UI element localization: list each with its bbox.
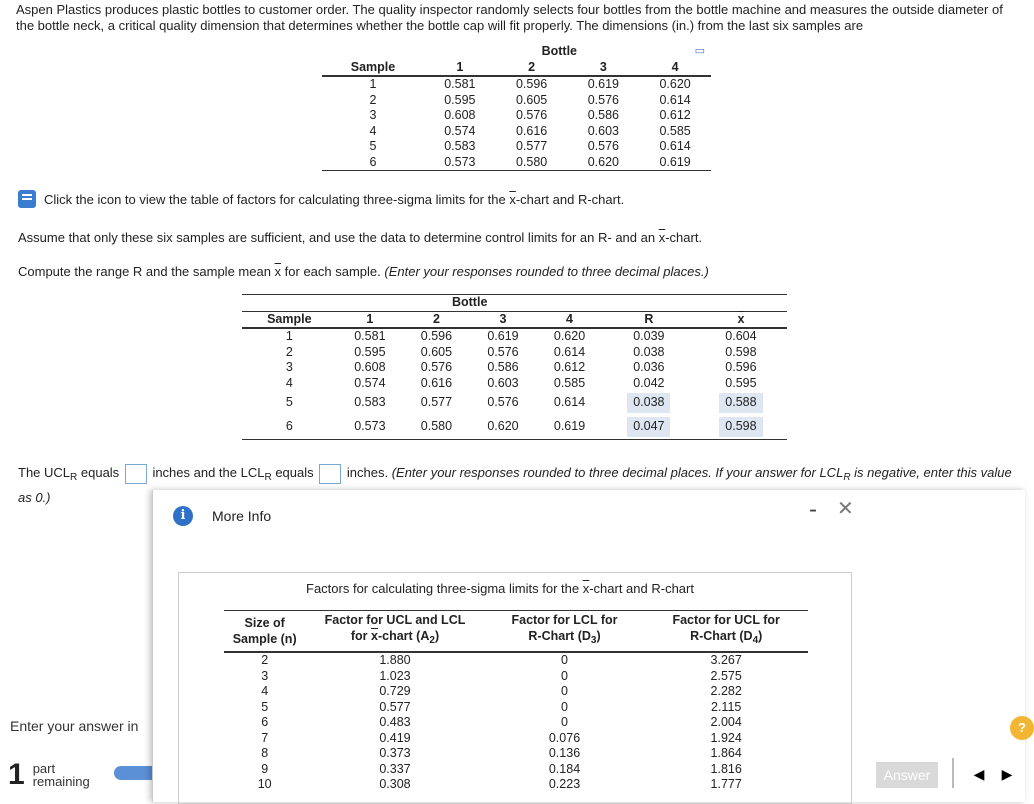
- table-cell: 0.581: [354, 329, 386, 343]
- table-cell: 0.585: [553, 375, 586, 390]
- table-cell: 0.614: [659, 92, 691, 107]
- table-cell: 0.373: [379, 746, 411, 760]
- table-cell: 0.620: [487, 419, 519, 434]
- help-button[interactable]: ?: [1010, 716, 1034, 740]
- table-row: [224, 731, 808, 747]
- table-cell: 0.605: [515, 92, 548, 107]
- book-icon[interactable]: [18, 190, 36, 208]
- table-cell: 5: [369, 139, 377, 153]
- table-cell: 0.076: [548, 730, 581, 745]
- problem-intro: Aspen Plastics produces plastic bottles to customer order. The quality inspector randomly selects four bottles from the bottle machine and measures the outside diameter of the bottle neck, a critical quality dimension that determines whether the bottle cap will fit properly. The dimensions (in.) from the last six samples are: [16, 2, 1003, 33]
- table-cell: 0.616: [420, 375, 453, 390]
- check-answer-button[interactable]: Answer: [876, 762, 938, 788]
- table-cell: 2.282: [710, 684, 742, 698]
- table-cell: 0.604: [725, 329, 757, 343]
- table-cell: 7: [261, 730, 269, 745]
- table-cell: 4: [285, 375, 293, 390]
- table-cell: 2.004: [710, 715, 742, 729]
- table-cell: 0.585: [659, 123, 691, 138]
- table-cell: 4: [369, 123, 377, 138]
- table-cell: 0.576: [487, 344, 519, 359]
- factor-table: Size of Sample (n) Factor for UCL and LCL for $\overline{x}$-chart $(A_2)$ Factor for LCL for R-Chart $(D_3)$ Factor for UCL for R-Chart $(D_4)$ 2 1.880 0 3.267 3 1.023 0 2.575 4 0.729 0 2.282 5 0.577 0 2.115 6 0.483 0 2.004 7 0.419 0.076 1.924 8 0.373 0.136 1.864 9 0.337 0.184 1.816 10 0.308 0.223 1.777: [224, 610, 808, 793]
- t1-header-2: 1: [456, 59, 464, 74]
- table-cell: 0.576: [515, 108, 548, 122]
- factor-table-caption: Factors for calculating three-sigma limits for the $\overline{x}$-chart and R-chart: [306, 581, 694, 596]
- table-cell: 0.573: [354, 419, 386, 434]
- table-cell: 0.042: [633, 375, 665, 390]
- table-row: [224, 669, 808, 685]
- table-cell: 0.583: [444, 139, 476, 153]
- info-icon: i: [173, 506, 193, 526]
- t1-header-1: Sample: [350, 59, 396, 74]
- table-row: [224, 684, 808, 700]
- table-cell: 2.575: [710, 668, 742, 683]
- table-row: [322, 139, 711, 155]
- t2-header-7: $\overline{x}$: [737, 311, 745, 326]
- table-cell: 4: [261, 684, 269, 698]
- table-row: [242, 360, 787, 376]
- range-answer-field[interactable]: 0.038: [627, 393, 670, 413]
- table-cell: 0.038: [633, 344, 665, 359]
- table-cell: 1.864: [710, 746, 742, 760]
- table-cell: 0: [561, 668, 568, 683]
- table-cell: 1.924: [710, 730, 742, 745]
- table-cell: 3: [369, 108, 377, 122]
- table-row: [224, 700, 808, 716]
- table-row: [242, 391, 787, 415]
- table-row: [322, 76, 711, 93]
- table-cell: 0.729: [379, 684, 411, 698]
- table-cell: 0.603: [487, 375, 519, 390]
- table-cell: 0.580: [515, 154, 548, 169]
- table-cell: 0.586: [587, 108, 619, 122]
- table-cell: 1.023: [379, 668, 411, 683]
- t2-header-3: 2: [432, 311, 440, 326]
- table-row: [224, 777, 808, 793]
- table-cell: 2.115: [711, 699, 742, 714]
- t2-header-1: Sample: [267, 311, 312, 326]
- table-cell: 0.612: [553, 360, 586, 374]
- lcl-r-input[interactable]: [319, 464, 341, 484]
- table-cell: 0.614: [659, 139, 691, 153]
- table-cell: [603, 415, 695, 440]
- table-cell: 0.223: [548, 777, 581, 791]
- table-cell: 0.598: [725, 344, 757, 359]
- dialog-title: More Info: [212, 508, 272, 524]
- table-cell: 0.614: [553, 395, 586, 410]
- table-cell: 2: [369, 92, 377, 107]
- table-cell: 0: [561, 653, 568, 667]
- table-cell: 0.595: [444, 92, 476, 107]
- table-cell: 0.419: [379, 730, 411, 745]
- table-row: [242, 345, 787, 361]
- ucl-r-input[interactable]: [125, 464, 147, 484]
- table-cell: 1.880: [379, 653, 411, 667]
- t1-header-5: 4: [671, 59, 679, 74]
- minimize-button[interactable]: -: [809, 496, 817, 523]
- close-button[interactable]: ✕: [837, 498, 854, 520]
- table-cell: 0.483: [379, 715, 411, 729]
- table-cell: 0.586: [487, 360, 519, 374]
- table-cell: [695, 415, 787, 440]
- t2-header-6: R: [644, 311, 654, 326]
- nav-divider: [952, 758, 954, 788]
- table-cell: 8: [261, 746, 269, 760]
- table-cell: [603, 391, 695, 415]
- table-cell: 0.136: [548, 746, 581, 760]
- table-row: [242, 415, 787, 440]
- t2-header-4: 3: [499, 311, 507, 326]
- table-cell: 0.576: [587, 92, 619, 107]
- control-limit-question: The $UCL_R$ equals inches and the $LCL_R$ equals inches. (Enter your responses rounded to three decimal places. If your answer for $LCL_R$ is negative, enter this value as 0.): [18, 465, 1012, 505]
- table-cell: 0.595: [725, 375, 757, 390]
- table-cell: 0.581: [444, 77, 476, 91]
- t2-header-2: 1: [366, 311, 374, 326]
- table-cell: 9: [261, 761, 269, 776]
- table-row: [242, 376, 787, 392]
- mean-answer-field[interactable]: 0.598: [719, 417, 762, 437]
- table-cell: 3.267: [710, 653, 742, 667]
- range-mean-table: [242, 294, 787, 440]
- table-row: [224, 746, 808, 762]
- table-cell: 1: [285, 329, 293, 343]
- table-cell: 0.576: [420, 360, 453, 374]
- table-row: [322, 108, 711, 124]
- table-cell: 0.596: [515, 77, 548, 91]
- table-cell: 0.576: [587, 139, 619, 153]
- table-cell: 0.614: [553, 344, 586, 359]
- table-cell: 0.576: [487, 395, 519, 410]
- table-cell: 0.608: [354, 360, 386, 374]
- instruction-paragraph-2: Compute the range R and the sample mean $\overline{x}$ for each sample. (Enter your responses rounded to three decimal places.): [18, 264, 709, 279]
- mean-answer-field[interactable]: 0.588: [719, 393, 762, 413]
- table-cell: 0.619: [487, 329, 519, 343]
- table-cell: 0.583: [354, 395, 386, 410]
- table-cell: 6: [369, 154, 377, 169]
- table-cell: 2: [285, 344, 293, 359]
- table-cell: 0.036: [633, 360, 665, 374]
- bottle-data-table: [322, 44, 711, 171]
- table-cell: 3: [261, 668, 269, 683]
- table-cell: 0.619: [587, 77, 619, 91]
- parts-remaining: 1 part remaining: [8, 758, 90, 791]
- t1-header-3: 2: [528, 59, 536, 74]
- table-cell: 1: [369, 77, 377, 91]
- table-cell: 0.605: [420, 344, 453, 359]
- table-cell: 0.577: [515, 139, 548, 153]
- t1-header-4: 3: [599, 59, 607, 74]
- table-cell: 0: [561, 684, 568, 698]
- next-arrow-icon[interactable]: ▶: [1001, 766, 1013, 782]
- table-cell: 1.816: [710, 761, 742, 776]
- table-cell: 0.619: [553, 419, 586, 434]
- table-row: [224, 762, 808, 778]
- table-cell: 0: [561, 699, 568, 714]
- table-cell: 0.603: [587, 123, 619, 138]
- enter-answer-text: Enter your answer in: [10, 718, 139, 734]
- table-cell: 0.608: [444, 108, 476, 122]
- table-cell: 0.596: [725, 360, 757, 374]
- table-cell: 0.337: [379, 761, 411, 776]
- table-cell: 0.595: [354, 344, 386, 359]
- table-cell: 2: [261, 653, 269, 667]
- table-cell: 10: [257, 777, 272, 791]
- table-row: [322, 155, 711, 171]
- table-cell: 5: [261, 699, 269, 714]
- table-cell: 0.308: [379, 777, 411, 791]
- table-cell: 6: [285, 419, 293, 434]
- table-cell: 0.577: [379, 699, 411, 714]
- previous-arrow-icon[interactable]: ◀: [973, 766, 985, 782]
- table-cell: 0.612: [659, 108, 691, 122]
- table-cell: 0.574: [354, 375, 386, 390]
- table-row: [242, 328, 787, 345]
- table-cell: 0.596: [420, 329, 453, 343]
- table-cell: 0.620: [659, 77, 691, 91]
- table-cell: 1.777: [710, 777, 742, 791]
- range-answer-field[interactable]: 0.047: [627, 417, 670, 437]
- table-cell: 3: [285, 360, 293, 374]
- table-row: [322, 93, 711, 109]
- table-cell: 0.039: [633, 329, 665, 343]
- table-row: [224, 715, 808, 731]
- bottle-caption: Bottle ▭: [541, 44, 705, 58]
- table-cell: 0: [561, 715, 568, 729]
- table-cell: 5: [285, 395, 293, 410]
- table-cell: 0.184: [548, 761, 581, 776]
- table-cell: 0.620: [553, 329, 586, 343]
- table-row: [322, 124, 711, 140]
- progress-bar: [114, 766, 154, 780]
- table-cell: 0.580: [420, 419, 453, 434]
- table-cell: [695, 391, 787, 415]
- table-cell: 6: [261, 715, 269, 729]
- table-cell: 0.616: [515, 123, 548, 138]
- factor-table-link[interactable]: Click the icon to view the table of factors for calculating three-sigma limits for the $\overline{x}$-chart and R-chart.: [18, 190, 624, 208]
- table-cell: 0.574: [444, 123, 476, 138]
- table-cell: 0.619: [659, 154, 691, 169]
- t2-header-5: 4: [566, 311, 573, 326]
- instruction-paragraph-1: Assume that only these six samples are sufficient, and use the data to determine control limits for an R- and an $\overline{x}$-chart.: [18, 230, 703, 245]
- table-cell: 0.620: [587, 154, 619, 169]
- table-cell: 0.577: [420, 395, 453, 410]
- table-cell: 0.573: [444, 154, 476, 169]
- copy-icon[interactable]: ▭: [694, 45, 705, 57]
- table-row: [224, 652, 808, 669]
- bottle-caption-2: Bottle: [451, 295, 488, 309]
